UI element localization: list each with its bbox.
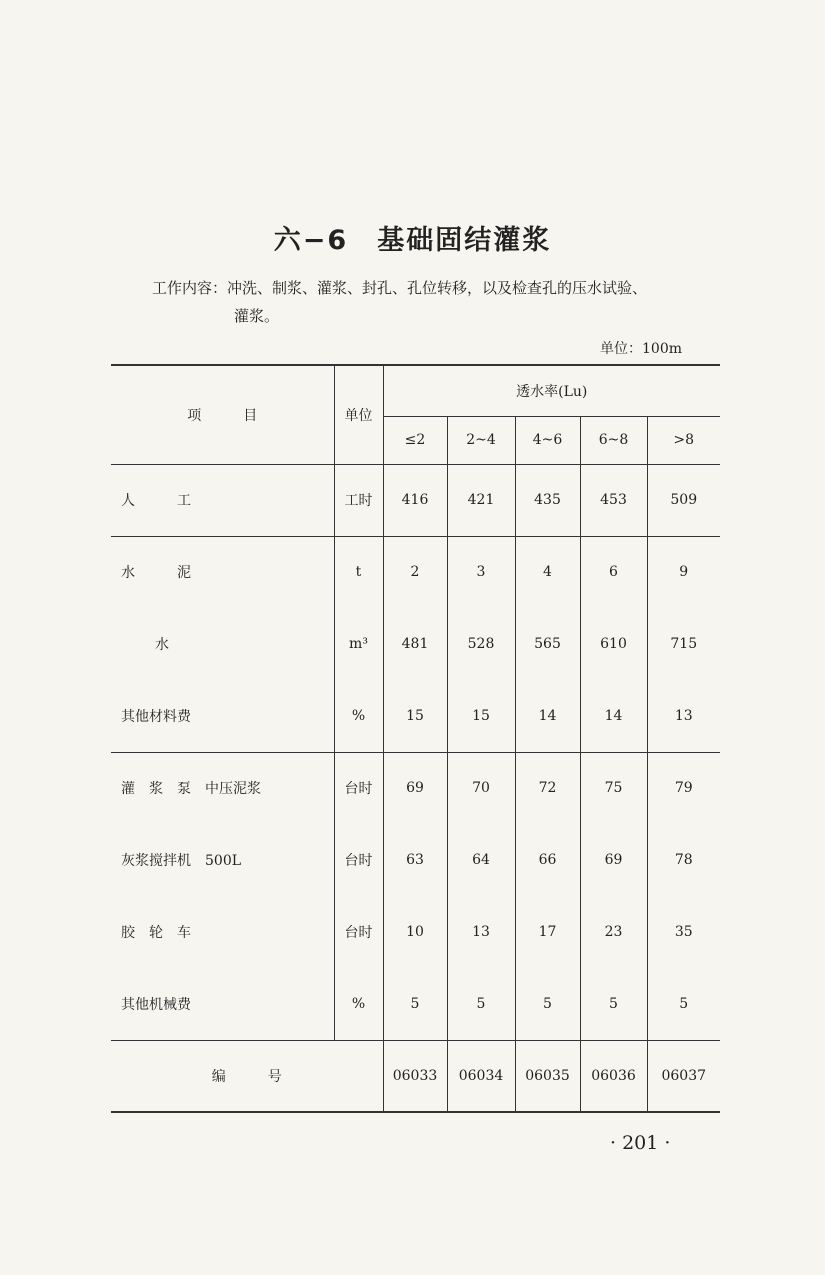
row-value: 5 — [580, 968, 647, 1040]
row-value: 528 — [447, 608, 515, 680]
row-value: 435 — [515, 464, 580, 536]
row-value: 75 — [580, 752, 647, 824]
header-col-3: 4~6 — [515, 416, 580, 464]
row-value: 509 — [647, 464, 720, 536]
code-label: 编 号 — [111, 1040, 383, 1112]
code-value: 06033 — [383, 1040, 447, 1112]
row-value: 5 — [383, 968, 447, 1040]
row-item: 其他材料费 — [111, 680, 334, 752]
header-col-2: 2~4 — [447, 416, 515, 464]
row-value: 715 — [647, 608, 720, 680]
row-value: 14 — [580, 680, 647, 752]
row-value: 63 — [383, 824, 447, 896]
row-value: 4 — [515, 536, 580, 608]
row-value: 70 — [447, 752, 515, 824]
table-row — [111, 896, 720, 968]
table-row — [111, 752, 720, 824]
table-row — [111, 680, 720, 752]
code-value: 06037 — [647, 1040, 720, 1112]
row-unit: 工时 — [334, 464, 383, 536]
row-value: 6 — [580, 536, 647, 608]
row-value: 66 — [515, 824, 580, 896]
row-value: 5 — [515, 968, 580, 1040]
table-row — [111, 824, 720, 896]
row-value: 3 — [447, 536, 515, 608]
table-row — [111, 968, 720, 1040]
row-value: 69 — [383, 752, 447, 824]
table-row — [111, 608, 720, 680]
row-item: 其他机械费 — [111, 968, 334, 1040]
row-value: 13 — [447, 896, 515, 968]
code-value: 06035 — [515, 1040, 580, 1112]
row-item: 水 — [155, 637, 169, 653]
row-value: 481 — [383, 608, 447, 680]
quota-table — [111, 364, 720, 1113]
row-value: 5 — [447, 968, 515, 1040]
code-row — [111, 1040, 720, 1112]
table-row — [111, 464, 720, 536]
page-number: · 201 · — [610, 1132, 671, 1154]
row-value: 78 — [647, 824, 720, 896]
code-value: 06034 — [447, 1040, 515, 1112]
page-title: 六−6 基础固结灌浆 — [273, 225, 552, 256]
row-unit: % — [334, 968, 383, 1040]
header-col-5: >8 — [647, 416, 720, 464]
row-value: 79 — [647, 752, 720, 824]
row-value: 610 — [580, 608, 647, 680]
row-item: 水 泥 — [121, 565, 191, 582]
row-value: 64 — [447, 824, 515, 896]
row-item: 灰浆搅拌机 500L — [121, 853, 242, 869]
row-value: 69 — [580, 824, 647, 896]
row-value: 565 — [515, 608, 580, 680]
row-item: 灌 浆 泵 中压泥浆 — [121, 781, 261, 798]
row-unit: t — [334, 536, 383, 608]
row-value: 14 — [515, 680, 580, 752]
row-item: 人 工 — [111, 464, 334, 536]
row-value: 17 — [515, 896, 580, 968]
work-content-line-2: 灌浆。 — [234, 307, 280, 325]
row-unit: 台时 — [334, 824, 383, 896]
row-value: 72 — [515, 752, 580, 824]
row-value: 5 — [647, 968, 720, 1040]
row-unit: 台时 — [334, 752, 383, 824]
row-value: 453 — [580, 464, 647, 536]
header-permeability: 透水率(Lu) — [383, 365, 720, 416]
work-content — [152, 274, 732, 330]
row-value: 10 — [383, 896, 447, 968]
row-unit: 台时 — [334, 896, 383, 968]
work-content-line-1: 工作内容：冲洗、制浆、灌浆、封孔、孔位转移，以及检查孔的压水试验、 — [152, 279, 648, 297]
row-value: 421 — [447, 464, 515, 536]
header-col-1: ≤2 — [383, 416, 447, 464]
header-col-4: 6~8 — [580, 416, 647, 464]
row-value: 23 — [580, 896, 647, 968]
row-value: 15 — [383, 680, 447, 752]
row-value: 15 — [447, 680, 515, 752]
header-unit: 单位 — [334, 365, 383, 464]
row-value: 13 — [647, 680, 720, 752]
row-value: 9 — [647, 536, 720, 608]
unit-label: 单位：100m — [600, 341, 682, 357]
row-value: 2 — [383, 536, 447, 608]
row-unit: m³ — [334, 608, 383, 680]
row-item: 胶 轮 车 — [121, 925, 191, 941]
row-value: 35 — [647, 896, 720, 968]
row-unit: % — [334, 680, 383, 752]
header-item: 项 目 — [111, 365, 334, 464]
table-row — [111, 536, 720, 608]
row-value: 416 — [383, 464, 447, 536]
code-value: 06036 — [580, 1040, 647, 1112]
